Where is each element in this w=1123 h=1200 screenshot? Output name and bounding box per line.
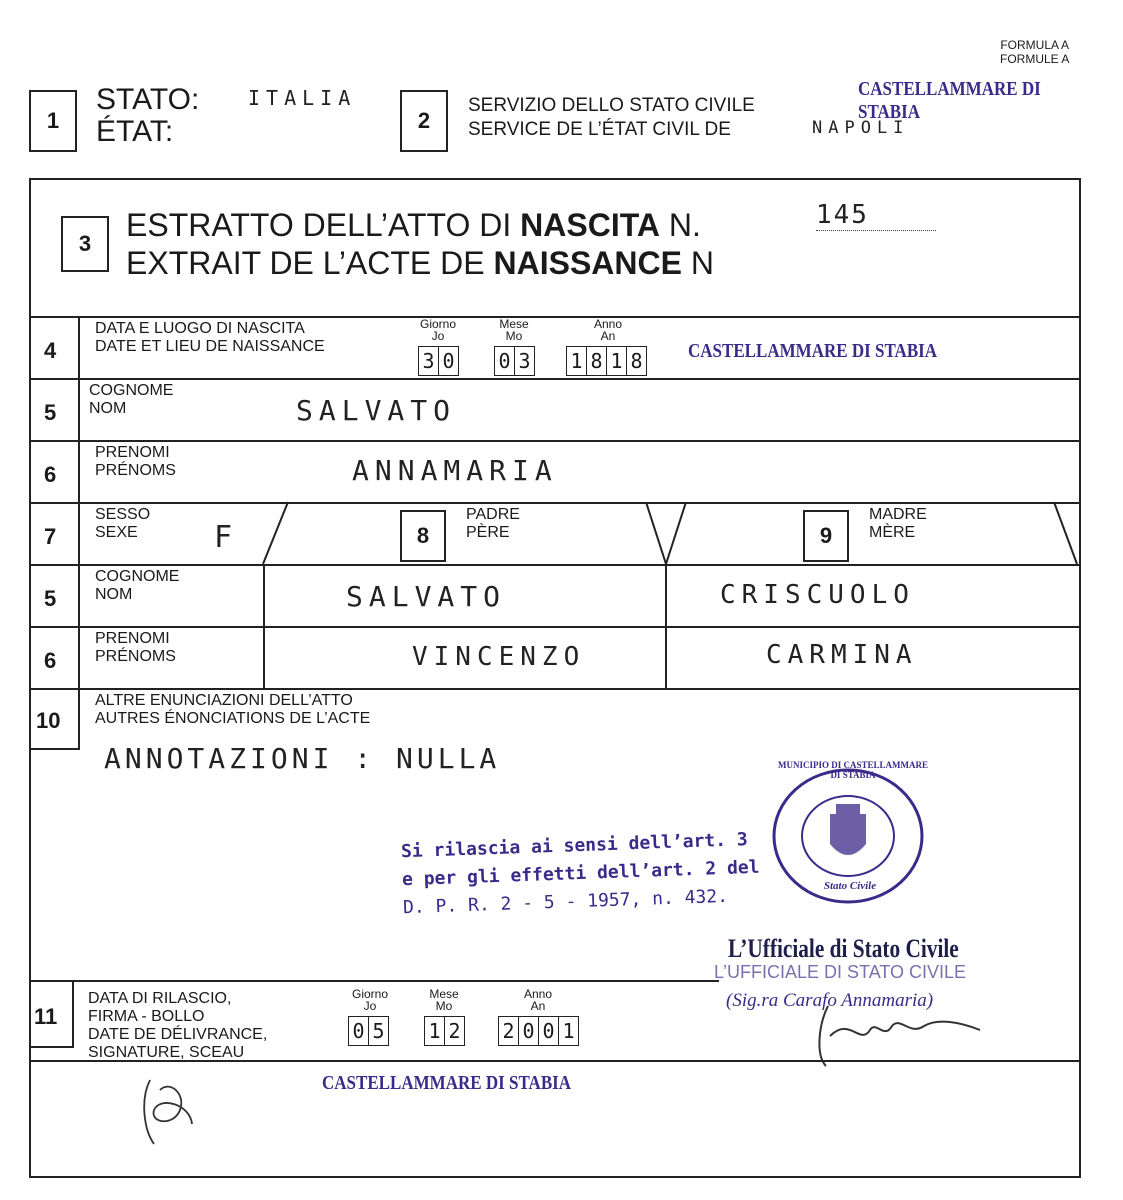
birth-place-stamp: CASTELLAMMARE DI STABIA — [688, 340, 938, 362]
birth-month-caption: Mese Mo — [499, 317, 529, 343]
box-2: 2 — [400, 90, 448, 152]
issue-day-caption: Giorno Jo — [351, 987, 389, 1013]
birth-day-field: 3 0 — [418, 346, 459, 376]
row11-top — [29, 980, 719, 982]
box-8: 8 — [400, 510, 446, 562]
birth-day-caption: Giorno Jo — [419, 317, 457, 343]
officer-title: L’Ufficiale di Stato Civile — [728, 934, 959, 963]
servizio-fr: SERVICE DE L’ÉTAT CIVIL DE — [468, 119, 731, 140]
parents-names-top — [29, 626, 1079, 628]
stato-value: ITALIA — [248, 86, 357, 110]
parents-names-number: 6 — [44, 648, 57, 673]
father-surname-value: SALVATO — [346, 580, 507, 613]
officer-signature — [800, 996, 1000, 1076]
officer-printed-title: L’UFFICIALE DI STATO CIVILE — [714, 962, 967, 982]
registrar-signature — [130, 1070, 210, 1150]
seal-bottom-text: Stato Civile — [823, 880, 877, 892]
birth-month-field: 0 3 — [494, 346, 535, 376]
formula-it: FORMULA A — [1000, 38, 1070, 52]
title-it: ESTRATTO DELL’ATTO DI NASCITA N. — [126, 207, 701, 243]
row5-number: 5 — [44, 400, 57, 425]
parents-surname-number: 5 — [44, 586, 57, 611]
seal-text: MUNICIPIO DI CASTELLAMMARE DI STABIA — [778, 760, 929, 780]
issue-month-field: 1 2 — [424, 1016, 465, 1046]
mother-surname-value: CRISCUOLO — [720, 580, 915, 610]
row7-number: 7 — [44, 524, 57, 549]
surname-label: COGNOME NOM — [89, 382, 174, 417]
stato-fr: ÉTAT: — [96, 115, 174, 148]
issue-city-stamp: CASTELLAMMARE DI STABIA — [322, 1072, 572, 1094]
header-city-stamp: CASTELLAMMARE DI STABIA — [858, 78, 1041, 123]
mother-names-value: CARMINA — [766, 640, 918, 670]
names-value: ANNAMARIA — [352, 454, 558, 487]
names-label: PRENOMI PRÉNOMS — [95, 444, 176, 479]
issue-day-field: 0 5 — [348, 1016, 389, 1046]
servizio-value: NAPOLI — [812, 118, 910, 138]
father-names-value: VINCENZO — [412, 642, 586, 672]
box-3: 3 — [61, 216, 109, 272]
officer-name: (Sig.ra Carafo Annamaria) — [726, 990, 934, 1011]
issue-year-field: 2 0 0 1 — [498, 1016, 579, 1046]
stato-it: STATO: — [96, 83, 200, 116]
row10-number: 10 — [36, 708, 61, 733]
sex-label: SESSO SEXE — [95, 506, 151, 541]
parents-names-label: PRENOMI PRÉNOMS — [95, 630, 176, 665]
birth-label: DATA E LUOGO DI NASCITA DATE ET LIEU DE NAISSANCE — [95, 320, 325, 355]
other-value: ANNOTAZIONI : NULLA — [104, 742, 501, 775]
mother-label: MADRE MÈRE — [869, 506, 927, 541]
issue-label: DATA DI RILASCIO, FIRMA - BOLLO DATE DE DÉLIVRANCE, SIGNATURE, SCEAU — [88, 990, 268, 1061]
row11-number: 11 — [34, 1004, 58, 1029]
issue-year-caption: Anno An — [523, 987, 553, 1013]
bottom-section-line — [29, 1060, 1079, 1062]
parents-surname-label: COGNOME NOM — [95, 568, 180, 603]
father-label: PADRE PÈRE — [466, 506, 520, 541]
servizio-it: SERVIZIO DELLO STATO CIVILE — [468, 95, 755, 116]
title-fr: EXTRAIT DE L’ACTE DE NAISSANCE N — [126, 245, 714, 281]
legal-stamp: Si rilascia ai sensi dell’art. 3 e per gli effetti dell’art. 2 del D. P. R. 2 - 5 - 1957, n. 432. — [400, 829, 760, 919]
act-number: 145 — [816, 200, 936, 231]
birth-year-caption: Anno An — [593, 317, 623, 343]
birth-year-field: 1 8 1 8 — [566, 346, 647, 376]
formula-fr: FORMULE A — [1000, 52, 1070, 66]
row6-number: 6 — [44, 462, 57, 487]
box-1: 1 — [29, 90, 77, 152]
sex-value: F — [214, 520, 239, 555]
parents-surname-top — [29, 564, 1079, 566]
box-9: 9 — [803, 510, 849, 562]
row10-top — [29, 688, 1079, 690]
surname-value: SALVATO — [296, 394, 457, 427]
row4-number: 4 — [44, 338, 57, 363]
issue-month-caption: Mese Mo — [429, 987, 459, 1013]
other-label: ALTRE ENUNCIAZIONI DELL’ATTO AUTRES ÉNONCIATIONS DE L’ACTE — [95, 692, 371, 727]
